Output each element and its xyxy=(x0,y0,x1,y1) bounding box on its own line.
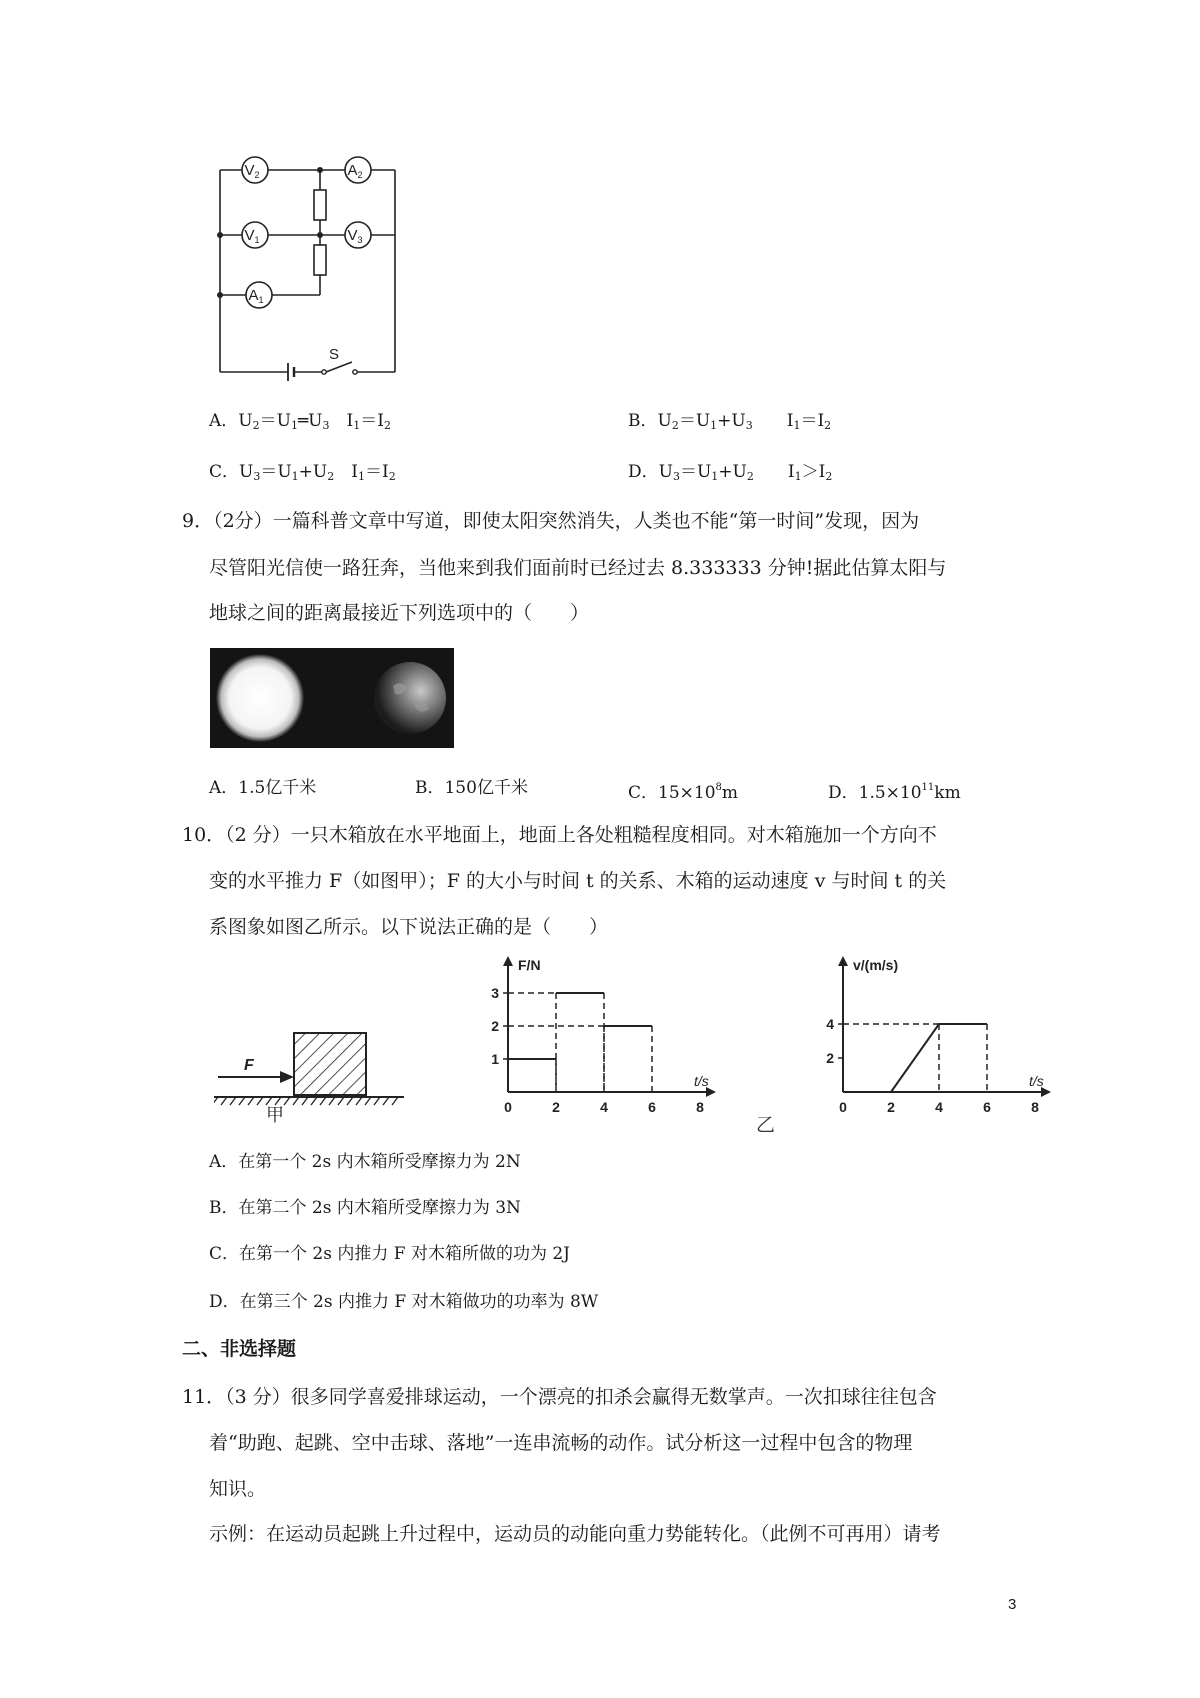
meter-sub: 1 xyxy=(254,235,260,245)
x-axis-label: t/s xyxy=(694,1073,709,1089)
q9-text-line: 尽管阳光信使一路狂奔，当他来到我们面前时已经过去 8.333333 分钟!据此估算太阳与 xyxy=(209,557,947,579)
y-tick-label: 3 xyxy=(491,985,499,1001)
q9-option-b[interactable]: B．150亿千米 xyxy=(415,778,528,798)
y-axis-label: F/N xyxy=(518,957,541,973)
q11-text-line: 着“助跑、起跳、空中击球、落地”一连串流畅的动作。试分析这一过程中包含的物理 xyxy=(209,1432,913,1454)
y-axis-label: v/(m/s) xyxy=(853,957,899,973)
meter-sub: 2 xyxy=(254,170,260,180)
meter-sub: 2 xyxy=(357,170,363,180)
x-axis-label: t/s xyxy=(1029,1073,1044,1089)
q9-text-line: 9．（2分）一篇科普文章中写道，即使太阳突然消失，人类也不能“第一时间”发现，因为 xyxy=(182,510,920,532)
x-tick-label: 6 xyxy=(648,1099,656,1115)
q9-option-a[interactable]: A．1.5亿千米 xyxy=(209,778,317,798)
velocity-time-chart xyxy=(815,950,1065,1130)
x-tick-label: 0 xyxy=(504,1099,512,1115)
sun-icon xyxy=(216,654,304,742)
q10-option-c[interactable]: C．在第一个 2s 内推力 F 对木箱所做的功为 2J xyxy=(209,1244,570,1264)
section-heading: 二、非选择题 xyxy=(182,1338,297,1360)
page-number: 3 xyxy=(1008,1596,1017,1613)
q8-option-d[interactable]: D．$U_3=U_1+U_2$ $I_1>I_2$ xyxy=(628,462,833,483)
y-axis-arrow-icon xyxy=(503,956,513,966)
meter-label: V xyxy=(347,227,358,244)
q9-option-d[interactable]: D．$1.5\times 10^{11}km$ xyxy=(828,782,961,803)
meter-label: V xyxy=(244,162,255,179)
q11-text-line: 11．（3 分）很多同学喜爱排球运动，一个漂亮的扣杀会赢得无数掌声。一次扣球往往包含 xyxy=(182,1386,937,1408)
q10-option-b[interactable]: B．在第二个 2s 内木箱所受摩擦力为 3N xyxy=(209,1198,521,1218)
force-time-chart xyxy=(480,950,730,1130)
meter-label: A xyxy=(248,287,259,304)
q11-text-line: 知识。 xyxy=(209,1478,267,1500)
force-label: F xyxy=(244,1057,254,1074)
sun-earth-image xyxy=(210,648,454,748)
q10-text-line: 10．（2 分）一只木箱放在水平地面上，地面上各处粗糙程度相同。对木箱施加一个方向不 xyxy=(182,824,937,846)
meter-sub: 1 xyxy=(258,295,264,305)
q8-option-b[interactable]: B．$U_2=U_1+U_3$ $I_1=I_2$ xyxy=(628,411,832,432)
meter-sub: 3 xyxy=(357,235,363,245)
meter-label: V xyxy=(244,227,255,244)
q10-option-d[interactable]: D．在第三个 2s 内推力 F 对木箱做功的功率为 8W xyxy=(209,1292,599,1312)
x-tick-label: 6 xyxy=(983,1099,991,1115)
x-tick-label: 0 xyxy=(839,1099,847,1115)
earth-icon xyxy=(374,662,446,734)
x-tick-label: 8 xyxy=(1031,1099,1039,1115)
figure-yi-caption: 乙 xyxy=(756,1114,776,1136)
q11-text-line: 示例：在运动员起跳上升过程中，运动员的动能向重力势能转化。（此例不可再用）请考 xyxy=(209,1523,941,1545)
box-force-figure xyxy=(214,1025,404,1125)
circuit-diagram xyxy=(210,150,410,390)
y-axis-arrow-icon xyxy=(838,956,848,966)
force-arrow-icon xyxy=(280,1071,294,1083)
x-tick-label: 2 xyxy=(552,1099,560,1115)
switch-label: S xyxy=(328,346,340,363)
q8-option-a[interactable]: A．$U_2=U_1═U_3$ $I_1=I_2$ xyxy=(209,411,391,432)
x-tick-label: 2 xyxy=(887,1099,895,1115)
q10-text-line: 系图象如图乙所示。以下说法正确的是（ ） xyxy=(209,916,609,938)
y-tick-label: 1 xyxy=(491,1051,499,1067)
q10-text-line: 变的水平推力 F（如图甲）；F 的大小与时间 t 的关系、木箱的运动速度 v 与时间 t 的关 xyxy=(209,870,947,892)
q9-option-c[interactable]: C．$15\times 10^8m$ xyxy=(628,782,739,803)
q10-option-a[interactable]: A．在第一个 2s 内木箱所受摩擦力为 2N xyxy=(209,1152,521,1172)
x-tick-label: 4 xyxy=(600,1099,608,1115)
figure-jia-caption: 甲 xyxy=(266,1105,284,1125)
x-tick-label: 8 xyxy=(696,1099,704,1115)
q8-option-c[interactable]: C．$U_3=U_1+U_2$ $I_1=I_2$ xyxy=(209,462,396,483)
q9-text-line: 地球之间的距离最接近下列选项中的（ ） xyxy=(209,602,590,624)
x-tick-label: 4 xyxy=(935,1099,943,1115)
wooden-box xyxy=(294,1033,366,1095)
meter-label: A xyxy=(347,162,358,179)
velocity-line xyxy=(843,1024,987,1092)
y-tick-label: 2 xyxy=(826,1050,834,1066)
y-tick-label: 4 xyxy=(826,1016,834,1032)
y-tick-label: 2 xyxy=(491,1018,499,1034)
